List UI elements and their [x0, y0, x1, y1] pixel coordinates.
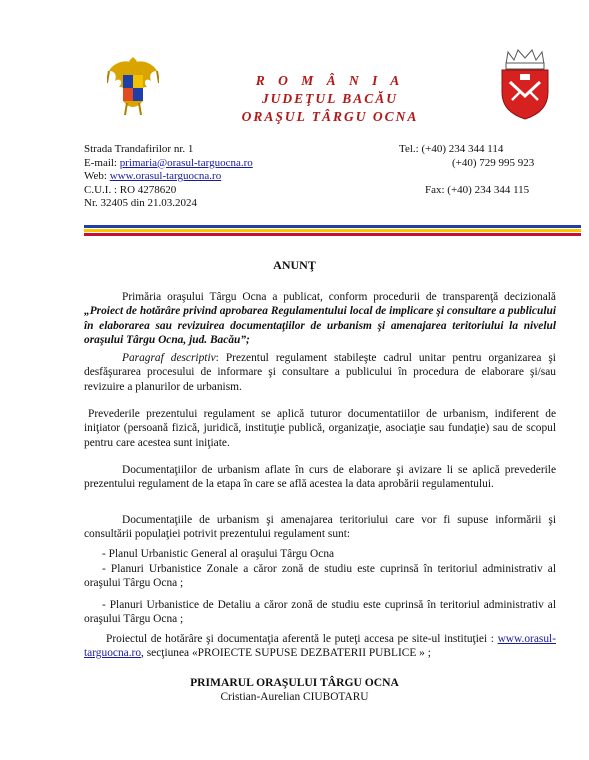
paragraph-description: Paragraf descriptiv: Prezentul regulament stabileşte cadrul unitar pentru organizarea şi desfăşurarea procesului de informare şi consultare a publicului în procedura de elaborare şi/sau revizuire a planurilor de urbanism. [84, 352, 556, 393]
address: Strada Trandafirilor nr. 1 [84, 143, 194, 155]
registration-number: Nr. 32405 din 21.03.2024 [84, 197, 198, 209]
paragraph-intro: Primăria oraşului Târgu Ocna a publicat, conform procedurii de transparenţă decizională „Proiect de hotărâre privind aprobarea Regulamentului local de implicare şi consultare a publicului în elaborarea sau revizuirea documentaţiilor de urbanism şi amenajarea teritoriului la nivelul oraşului Târgu Ocna, jud. Bacău”; [84, 291, 556, 346]
email-link[interactable]: primaria@orasul-targuocna.ro [119, 156, 253, 169]
web-link[interactable]: www.orasul-targuocna.ro [109, 170, 222, 182]
contact-block-left [84, 143, 253, 211]
list-item: - Planuri Urbanistice de Detaliu a căror zonă de studiu este cuprinsă în teritoriul administrativ al oraşului Târgu Ocna ; [84, 599, 556, 626]
town-title: ORAŞUL TÂRGU OCNA [241, 109, 419, 124]
description-label: Paragraf descriptiv [122, 352, 216, 364]
mayor-name: Cristian-Aurelian CIUBOTARU [220, 691, 369, 703]
mayor-title: PRIMARUL ORAŞULUI TÂRGU OCNA [190, 676, 399, 689]
targu-ocna-coat-of-arms-icon [498, 48, 552, 120]
project-title: „Proiect de hotărâre privind aprobarea Regulamentului local de implicare şi consultare a publicului în elaborarea sau revizuirea documentaţiilor de urbanism şi amenajarea teritoriului la nivelul oraşului Târgu Ocna, jud. Bacău”; [84, 305, 556, 346]
cui: C.U.I. : RO 4278620 [84, 183, 177, 196]
contact-block-right [399, 143, 534, 197]
paragraph-documents: Documentaţiile de urbanism şi amenajarea teritoriului care vor fi supuse informării şi consultării populaţiei potrivit prezentului regulament sunt: [84, 514, 556, 541]
list-item: - Planul Urbanistic General al oraşului Târgu Ocna [102, 548, 335, 560]
phone-2: (+40) 729 995 923 [452, 156, 535, 169]
website-link[interactable]: www.orasul-targuocna.ro [84, 633, 556, 660]
paragraph-access: Proiectul de hotărâre şi documentaţia aferentă le puteţi accesa pe site-ul instituţiei : www.orasul-targuocna.ro, secţiunea «PROIECTE SUPUSE DEZBATERII PUBLICE » ; [84, 633, 556, 660]
flag-stripe-yellow [84, 229, 581, 232]
paragraph-scope: Prevederile prezentului regulament se aplică tuturor documentatiilor de urbanism, indiferent de iniţiator (persoană fizică, juridică, instituţie publică, organizaţie, asociaţie sau fundaţie) sau de scopul pentru care acestea sunt iniţiate. [84, 408, 556, 449]
flag-stripe-red [84, 233, 581, 236]
country-title: R O M Â N I A [255, 73, 405, 88]
county-title: JUDEŢUL BACĂU [261, 91, 399, 106]
email-line: E-mail: primaria@orasul-targuocna.ro [84, 156, 253, 169]
romania-coat-of-arms-icon [107, 57, 159, 117]
web-line: Web: www.orasul-targuocna.ro [84, 170, 222, 182]
paragraph-ongoing: Documentaţiilor de urbanism aflate în curs de elaborare şi avizare li se aplică prevederile prezentului regulament de la etapa în care se află acestea la data aprobării regulamentului. [84, 464, 556, 491]
fax: Fax: (+40) 234 344 115 [425, 183, 530, 196]
flag-stripe-blue [84, 225, 581, 228]
announcement-title: ANUNŢ [273, 258, 316, 272]
phone-1: Tel.: (+40) 234 344 114 [399, 143, 504, 155]
list-item: - Planuri Urbanistice Zonale a căror zonă de studiu este cuprinsă în teritoriul administrativ al oraşului Târgu Ocna ; [84, 563, 556, 590]
spacer [399, 170, 534, 184]
